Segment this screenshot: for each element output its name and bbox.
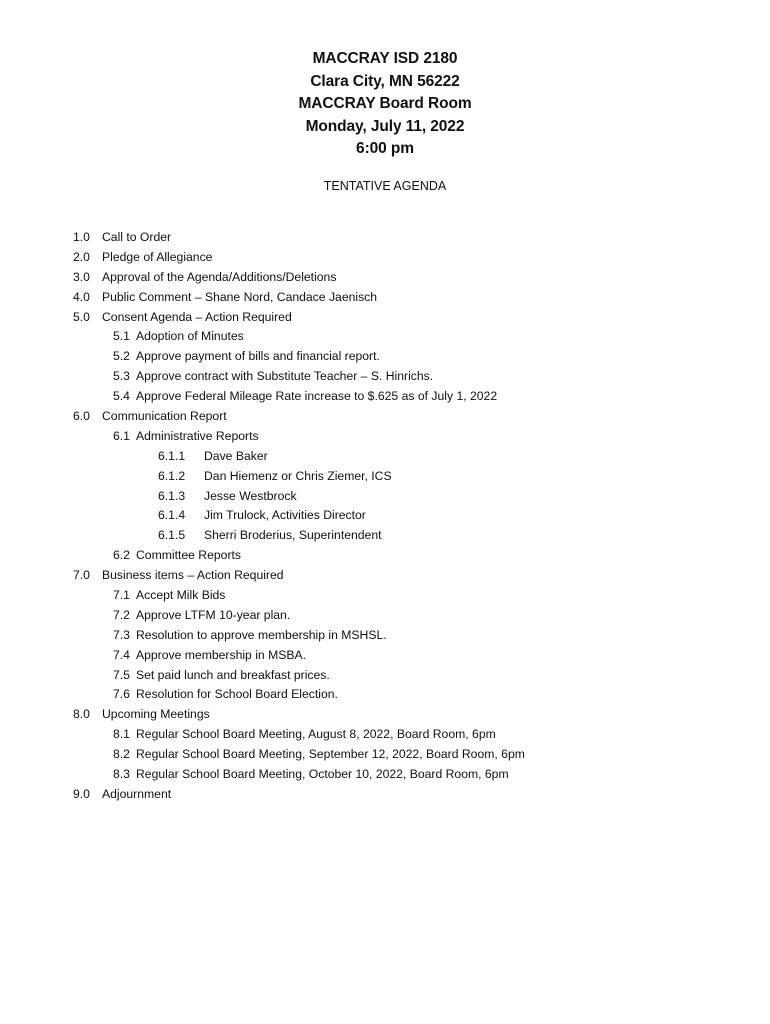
city-state: Clara City, MN 56222 [310, 72, 460, 90]
item-text: Approve LTFM 10-year plan. [136, 607, 291, 622]
item-text: Consent Agenda – Action Required [102, 309, 292, 324]
agenda-item [0, 785, 770, 805]
item-text: Approve membership in MSBA. [136, 647, 307, 662]
item-number: 7.6 [113, 687, 130, 702]
agenda-subsubitem [0, 487, 770, 507]
agenda-item [0, 228, 770, 248]
item-text: Dan Hiemenz or Chris Ziemer, ICS [204, 468, 392, 483]
item-text: Jesse Westbrock [204, 488, 297, 503]
agenda-subitem [0, 347, 770, 367]
item-number: 7.3 [113, 627, 130, 642]
item-number: 6.1.4 [158, 508, 186, 523]
item-text: Public Comment – Shane Nord, Candace Jaenisch [102, 289, 378, 304]
agenda-subitem [0, 745, 770, 765]
agenda-subitem [0, 666, 770, 686]
item-number: 7.0 [73, 568, 90, 583]
item-text: Adjournment [102, 786, 172, 801]
item-text: Approve contract with Substitute Teacher – S. Hinrichs. [136, 369, 434, 384]
agenda-subitem [0, 646, 770, 666]
item-text: Adoption of Minutes [136, 329, 244, 344]
item-number: 6.0 [73, 409, 90, 424]
item-number: 6.1.3 [158, 488, 186, 503]
item-text: Regular School Board Meeting, September 12, 2022, Board Room, 6pm [136, 747, 525, 762]
item-number: 7.1 [113, 588, 130, 603]
item-text: Approval of the Agenda/Additions/Deletions [102, 269, 337, 284]
item-text: Administrative Reports [136, 428, 259, 443]
item-text: Resolution for School Board Election. [136, 687, 338, 702]
document-header [0, 48, 770, 161]
item-number: 8.0 [73, 707, 90, 722]
item-number: 6.1.1 [158, 448, 186, 463]
meeting-date: Monday, July 11, 2022 [305, 117, 465, 135]
agenda-subitem [0, 387, 770, 407]
item-text: Pledge of Allegiance [102, 249, 213, 264]
agenda-subsubitem [0, 526, 770, 546]
item-number: 6.1 [113, 428, 130, 443]
agenda-subitem [0, 685, 770, 705]
agenda-subsubitem [0, 447, 770, 467]
agenda-item [0, 288, 770, 308]
agenda-item [0, 308, 770, 328]
item-text: Resolution to approve membership in MSHSL. [136, 627, 387, 642]
item-number: 5.3 [113, 369, 130, 384]
item-number: 6.1.5 [158, 528, 186, 543]
item-number: 8.1 [113, 727, 130, 742]
item-number: 8.3 [113, 767, 130, 782]
agenda-subitem [0, 367, 770, 387]
item-number: 9.0 [73, 786, 90, 801]
item-number: 7.5 [113, 667, 130, 682]
district-name: MACCRAY ISD 2180 [312, 50, 458, 67]
item-number: 8.2 [113, 747, 130, 762]
item-number: 5.0 [73, 309, 90, 324]
item-text: Jim Trulock, Activities Director [204, 508, 366, 523]
item-text: Business items – Action Required [102, 568, 284, 583]
agenda-item [0, 566, 770, 586]
item-number: 1.0 [73, 230, 90, 244]
item-number: 3.0 [73, 269, 90, 284]
item-text: Approve Federal Mileage Rate increase to $.625 as of July 1, 2022 [136, 389, 498, 404]
agenda-list [0, 228, 770, 805]
agenda-subsubitem [0, 506, 770, 526]
agenda-item [0, 248, 770, 268]
item-number: 7.2 [113, 607, 130, 622]
agenda-subitem [0, 765, 770, 785]
item-text: Committee Reports [136, 548, 241, 563]
meeting-time: 6:00 pm [356, 140, 414, 157]
item-number: 6.2 [113, 548, 130, 563]
agenda-subtitle: TENTATIVE AGENDA [323, 179, 447, 193]
item-text: Dave Baker [204, 448, 268, 463]
item-number: 7.4 [113, 647, 130, 662]
item-text: Communication Report [102, 409, 227, 424]
item-number: 5.1 [113, 329, 130, 344]
item-text: Upcoming Meetings [102, 707, 210, 722]
agenda-subitem [0, 427, 770, 447]
item-number: 6.1.2 [158, 468, 186, 483]
item-text: Regular School Board Meeting, August 8, 2022, Board Room, 6pm [136, 727, 496, 742]
agenda-subitem [0, 606, 770, 626]
item-number: 5.2 [113, 349, 130, 364]
agenda-subitem [0, 546, 770, 566]
item-number: 2.0 [73, 249, 90, 264]
agenda-subitem [0, 586, 770, 606]
agenda-item [0, 268, 770, 288]
agenda-subsubitem [0, 467, 770, 487]
item-text: Sherri Broderius, Superintendent [204, 528, 382, 543]
item-text: Regular School Board Meeting, October 10, 2022, Board Room, 6pm [136, 767, 509, 782]
item-text: Set paid lunch and breakfast prices. [136, 667, 330, 682]
agenda-item [0, 705, 770, 725]
item-number: 4.0 [73, 289, 90, 304]
agenda-subitem [0, 327, 770, 347]
agenda-item [0, 407, 770, 427]
item-number: 5.4 [113, 389, 130, 404]
meeting-location: MACCRAY Board Room [298, 95, 472, 112]
item-text: Approve payment of bills and financial report. [136, 349, 380, 364]
item-text: Accept Milk Bids [136, 588, 226, 603]
item-text: Call to Order [102, 230, 172, 244]
agenda-subitem [0, 725, 770, 745]
agenda-subitem [0, 626, 770, 646]
